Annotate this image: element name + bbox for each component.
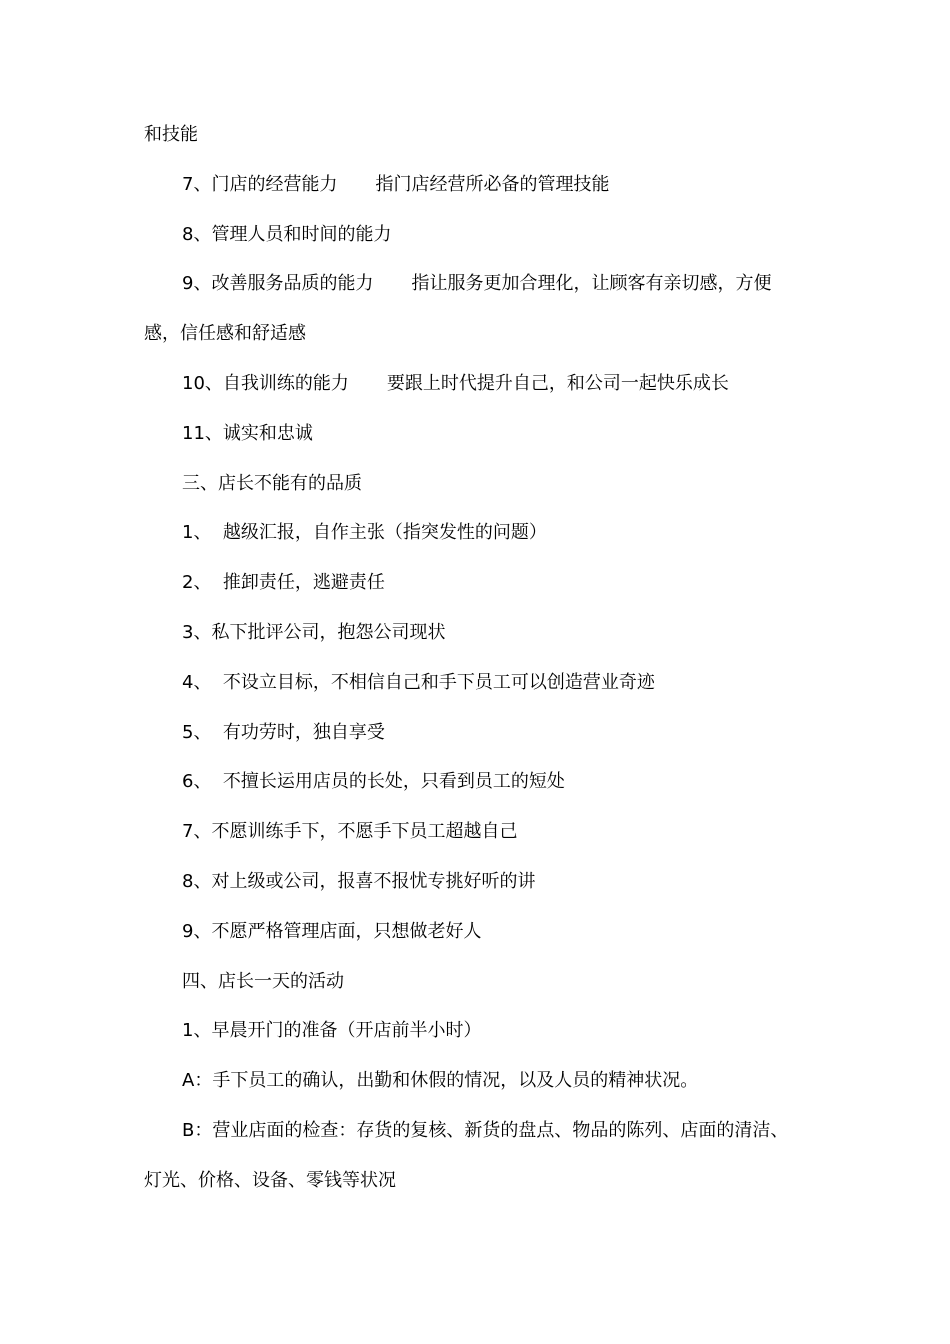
line-text: 7、不愿训练手下，不愿手下员工超越自己 bbox=[182, 821, 518, 843]
line-text: 2、 推卸责任，逃避责任 bbox=[182, 572, 385, 594]
list-item-7 bbox=[144, 818, 814, 868]
document-body bbox=[144, 121, 814, 1217]
line-text: 1、 越级汇报，自作主张（指突发性的问题） bbox=[182, 522, 547, 544]
line-text: 四、店长一天的活动 bbox=[182, 970, 344, 992]
line-text: 5、 有功劳时，独自享受 bbox=[182, 721, 385, 743]
line-text: 灯光、价格、设备、零钱等状况 bbox=[144, 1169, 396, 1191]
line-text: 11、诚实和忠诚 bbox=[182, 422, 313, 444]
list-item-6 bbox=[144, 768, 814, 818]
activity-subitem-a bbox=[144, 1067, 814, 1117]
line-text: 4、 不设立目标，不相信自己和手下员工可以创造营业奇迹 bbox=[182, 671, 655, 693]
list-item-3 bbox=[144, 619, 814, 669]
line-text: 感，信任感和舒适感 bbox=[144, 323, 306, 345]
activity-subitem-b bbox=[144, 1117, 814, 1167]
paragraph-line-1 bbox=[144, 121, 814, 171]
line-text: 9、不愿严格管理店面，只想做老好人 bbox=[182, 920, 482, 942]
line-text: B：营业店面的检查：存货的复核、新货的盘点、物品的陈列、店面的清洁、 bbox=[182, 1119, 789, 1141]
section-heading-3 bbox=[144, 470, 814, 520]
paragraph-line-7 bbox=[144, 420, 814, 470]
line-text: A：手下员工的确认，出勤和休假的情况，以及人员的精神状况。 bbox=[182, 1070, 699, 1092]
paragraph-line-6 bbox=[144, 370, 814, 420]
list-item-4 bbox=[144, 669, 814, 719]
line-text: 6、 不擅长运用店员的长处，只看到员工的短处 bbox=[182, 771, 565, 793]
line-text: 8、对上级或公司，报喜不报忧专挑好听的讲 bbox=[182, 870, 536, 892]
line-text: 三、店长不能有的品质 bbox=[182, 472, 362, 494]
list-item-5 bbox=[144, 719, 814, 769]
line-text: 7、门店的经营能力 bbox=[182, 173, 338, 195]
paragraph-line-5 bbox=[144, 320, 814, 370]
list-item-9 bbox=[144, 918, 814, 968]
list-item-1 bbox=[144, 519, 814, 569]
line-description: 指让服务更加合理化，让顾客有亲切感，方便 bbox=[411, 273, 772, 295]
line-text: 10、自我训练的能力 bbox=[182, 372, 349, 394]
line-text: 和技能 bbox=[144, 124, 198, 145]
line-description: 要跟上时代提升自己，和公司一起快乐成长 bbox=[386, 372, 729, 394]
line-text: 1、早晨开门的准备（开店前半小时） bbox=[182, 1020, 482, 1042]
paragraph-line-2 bbox=[144, 171, 814, 221]
line-text: 3、私下批评公司，抱怨公司现状 bbox=[182, 621, 446, 643]
section-heading-4 bbox=[144, 968, 814, 1018]
activity-subitem-b-continued bbox=[144, 1167, 814, 1217]
list-item-2 bbox=[144, 569, 814, 619]
activity-item-1 bbox=[144, 1017, 814, 1067]
line-text: 8、管理人员和时间的能力 bbox=[182, 223, 392, 245]
line-text: 9、改善服务品质的能力 bbox=[182, 273, 374, 295]
line-description: 指门店经营所必备的管理技能 bbox=[375, 173, 610, 195]
list-item-8 bbox=[144, 868, 814, 918]
paragraph-line-4 bbox=[144, 270, 814, 320]
paragraph-line-3 bbox=[144, 221, 814, 271]
